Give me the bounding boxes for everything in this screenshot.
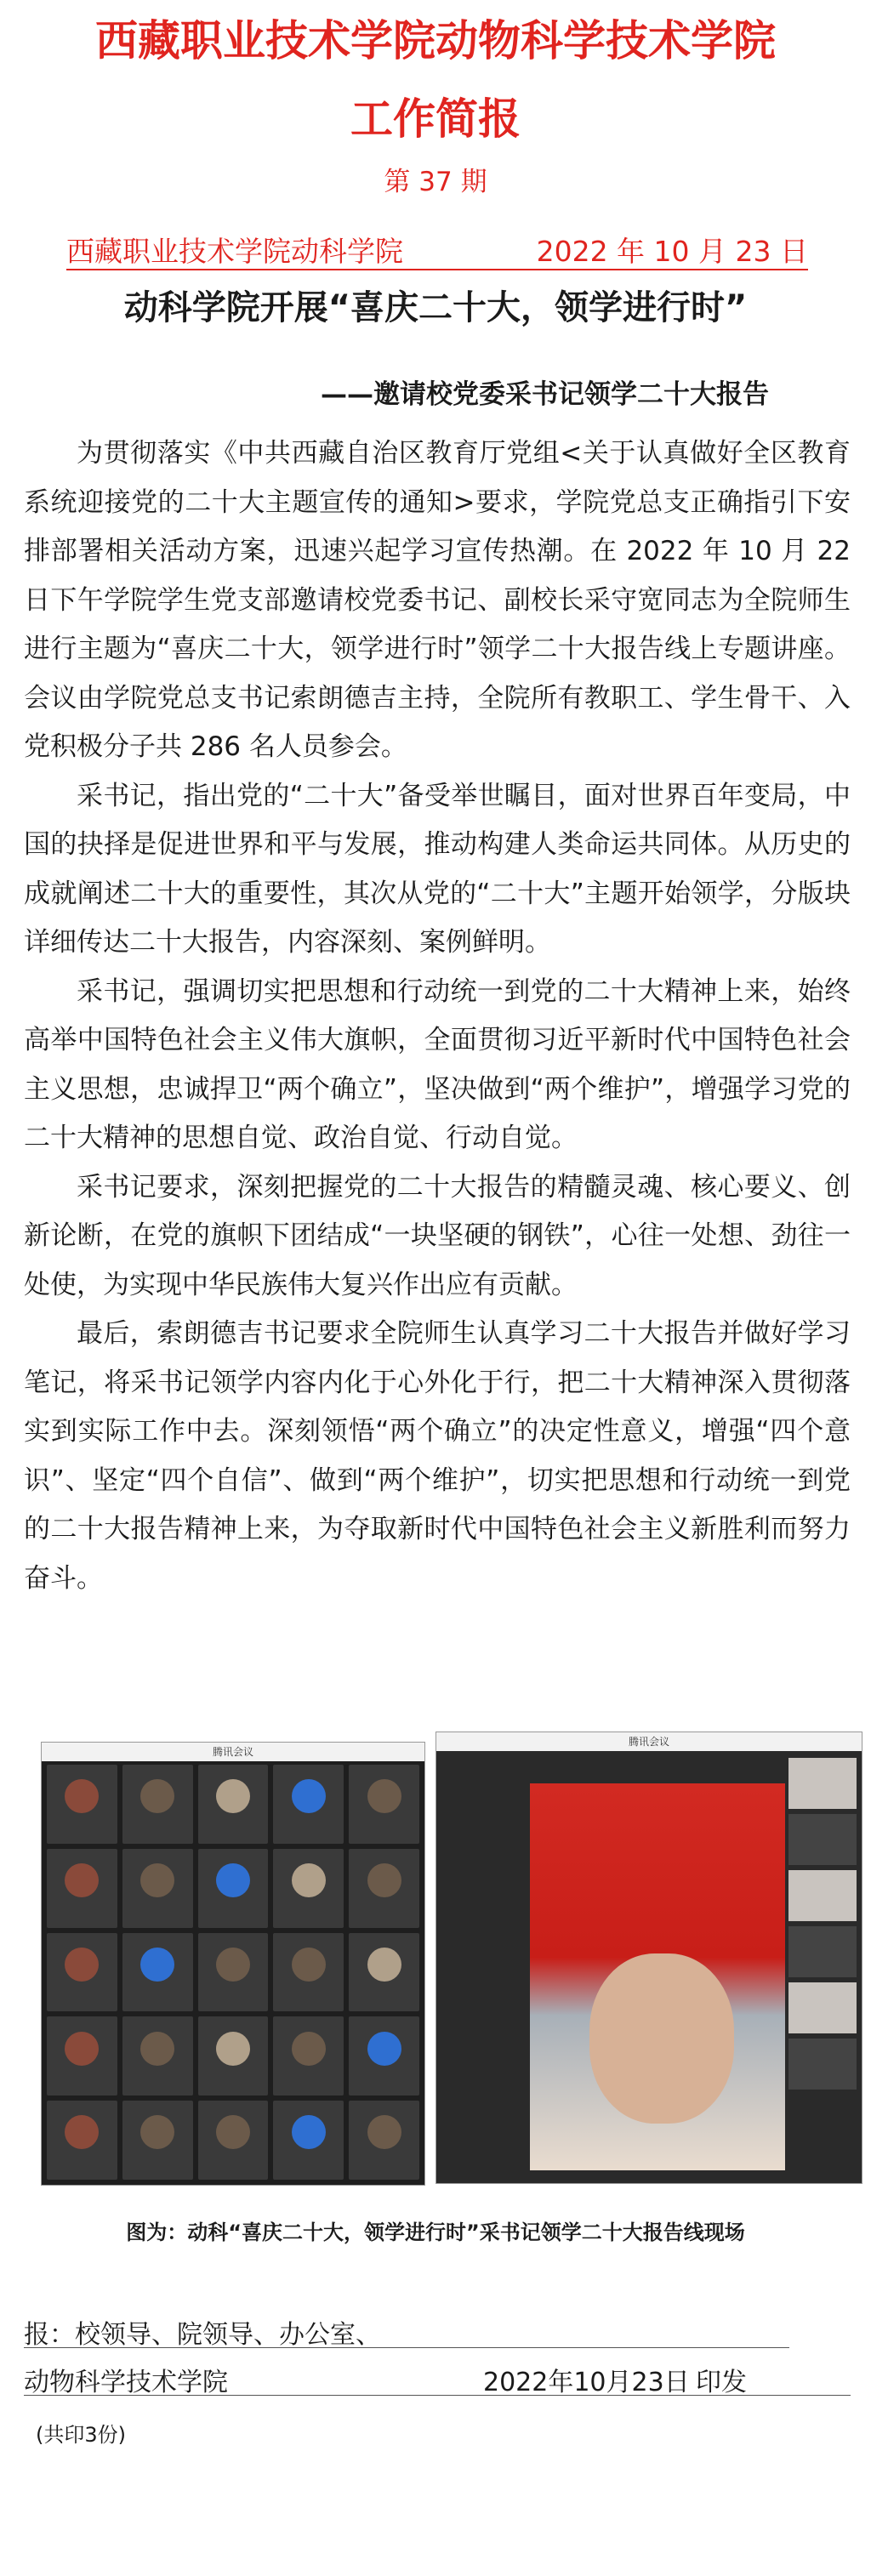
participant-tile: [349, 1849, 419, 1928]
participant-tile: [47, 1765, 117, 1844]
masthead-line: [66, 228, 808, 270]
participant-tile: [273, 1933, 344, 2012]
participant-tile: [349, 1933, 419, 2012]
brief-title-line2: 工作简报: [350, 94, 521, 144]
issue-date: 2022年10月23日: [483, 2368, 690, 2397]
meeting-window-title: 腾讯会议: [42, 1743, 424, 1761]
avatar: [367, 1779, 401, 1813]
avatar: [65, 1948, 99, 1982]
paragraph: 最后，索朗德吉书记要求全院师生认真学习二十大报告并做好学习笔记，将采书记领学内容内化于心外化于行，把二十大精神深入贯彻落实到实际工作中去。深刻领悟“两个确立”的决定性意义，增强“四个意识”、坚定“四个自信”、做到“两个维护”，切实把思想和行动统一到党的二十大报告精神上来，为夺取新时代中国特色社会主义新胜利而努力奋斗。: [24, 1318, 851, 1594]
avatar: [216, 2115, 250, 2149]
avatar: [216, 2032, 250, 2066]
article-title: 动科学院开展“喜庆二十大，领学进行时”: [123, 288, 748, 327]
participant-tile: [273, 2016, 344, 2095]
participant-tile: [47, 1933, 117, 2012]
participant-thumbnail: [788, 1982, 857, 2033]
speaker-figure: [589, 1953, 734, 2124]
issue-number: 第 37 期: [384, 167, 487, 197]
participant-tile: [273, 2101, 344, 2180]
participant-tile: [198, 1765, 269, 1844]
avatar: [216, 1779, 250, 1813]
avatar: [292, 1948, 326, 1982]
participant-tile: [122, 1765, 193, 1844]
participant-thumbnail: [788, 2039, 857, 2090]
paragraph: 为贯彻落实《中共西藏自治区教育厅党组<关于认真做好全区教育系统迎接党的二十大主题宣传的通知>要求，学院党总支正确指引下安排部署相关活动方案，迅速兴起学习宣传热潮。在 2022 年 10 月 22 日下午学院学生党支部邀请校党委书记、副校长采守宽同志为全院师生进行主题为“喜庆二十大，领学进行时”领学二十大报告线上专题讲座。会议由学院党总支书记索朗德吉主持，全院所有教职工、学生骨干、入党积极分子共 286 名人员参会。: [24, 438, 851, 762]
print-label: 印发: [696, 2368, 747, 2397]
report-to-line: 报：校领导、院领导、办公室、: [24, 2313, 789, 2348]
avatar: [140, 1948, 174, 1982]
participant-tile: [198, 1849, 269, 1928]
avatar: [140, 2032, 174, 2066]
avatar: [216, 1863, 250, 1897]
paragraph: 采书记要求，深刻把握党的二十大报告的精髓灵魂、核心要义、创新论断，在党的旗帜下团结成“一块坚硬的钢铁”，心往一处想、劲往一处使，为实现中华民族伟大复兴作出应有贡献。: [24, 1171, 851, 1300]
participant-tile: [47, 2101, 117, 2180]
article-subtitle: ——邀请校党委采书记领学二十大报告: [321, 379, 769, 410]
avatar: [65, 1863, 99, 1897]
participant-tile: [122, 2101, 193, 2180]
participant-tile: [198, 1933, 269, 2012]
participant-grid: [47, 1765, 419, 2180]
print-copies: (共印3份): [36, 2423, 126, 2447]
avatar: [292, 2115, 326, 2149]
meeting-speaker-photo: [436, 1732, 862, 2184]
avatar: [367, 2032, 401, 2066]
participant-tile: [349, 1765, 419, 1844]
photo-caption: 图为：动科“喜庆二十大，领学进行时”采书记领学二十大报告线现场: [126, 2221, 745, 2244]
meeting-window-title: 腾讯会议: [436, 1732, 862, 1751]
paragraph: 采书记，指出党的“二十大”备受举世瞩目，面对世界百年变局，中国的抉择是促进世界和平与发展，推动构建人类命运共同体。从历史的成就阐述二十大的重要性，其次从党的“二十大”主题开始领学，分版块详细传达二十大报告，内容深刻、案例鲜明。: [24, 780, 851, 958]
avatar: [367, 2115, 401, 2149]
avatar: [367, 1863, 401, 1897]
paragraph: 采书记，强调切实把思想和行动统一到党的二十大精神上来，始终高举中国特色社会主义伟大旗帜，全面贯彻习近平新时代中国特色社会主义思想，忠诚捍卫“两个确立”，坚决做到“两个维护”，增强学习党的二十大精神的思想自觉、政治自觉、行动自觉。: [24, 975, 851, 1153]
participant-tile: [122, 1933, 193, 2012]
avatar: [292, 1779, 326, 1813]
masthead-date: 2022 年 10 月 23 日: [536, 235, 808, 268]
avatar: [65, 1779, 99, 1813]
participant-tile: [47, 1849, 117, 1928]
participant-tile: [122, 2016, 193, 2095]
avatar: [65, 2115, 99, 2149]
participant-tile: [47, 2016, 117, 2095]
participant-tile: [349, 2101, 419, 2180]
participant-tile: [198, 2016, 269, 2095]
masthead-department: 西藏职业技术学院动科学院: [66, 235, 403, 268]
participant-thumbnail: [788, 1870, 857, 1921]
participant-tile: [349, 2016, 419, 2095]
meeting-gallery-photo: [41, 1742, 425, 2186]
participant-sidebar: [788, 1758, 857, 2090]
article-body: [24, 429, 851, 1603]
avatar: [140, 1863, 174, 1897]
participant-tile: [198, 2101, 269, 2180]
avatar: [140, 1779, 174, 1813]
avatar: [292, 1863, 326, 1897]
brief-title-line1: 西藏职业技术学院动物科学技术学院: [95, 16, 776, 65]
issuer-organization: 动物科学技术学院: [24, 2368, 228, 2397]
avatar: [140, 2115, 174, 2149]
avatar: [367, 1948, 401, 1982]
participant-thumbnail: [788, 1926, 857, 1977]
avatar: [216, 1948, 250, 1982]
participant-tile: [273, 1849, 344, 1928]
avatar: [292, 2032, 326, 2066]
participant-thumbnail: [788, 1814, 857, 1865]
avatar: [65, 2032, 99, 2066]
participant-thumbnail: [788, 1758, 857, 1809]
speaker-video: [530, 1783, 785, 2170]
participant-tile: [273, 1765, 344, 1844]
issuer-line: [24, 2361, 851, 2396]
participant-tile: [122, 1849, 193, 1928]
